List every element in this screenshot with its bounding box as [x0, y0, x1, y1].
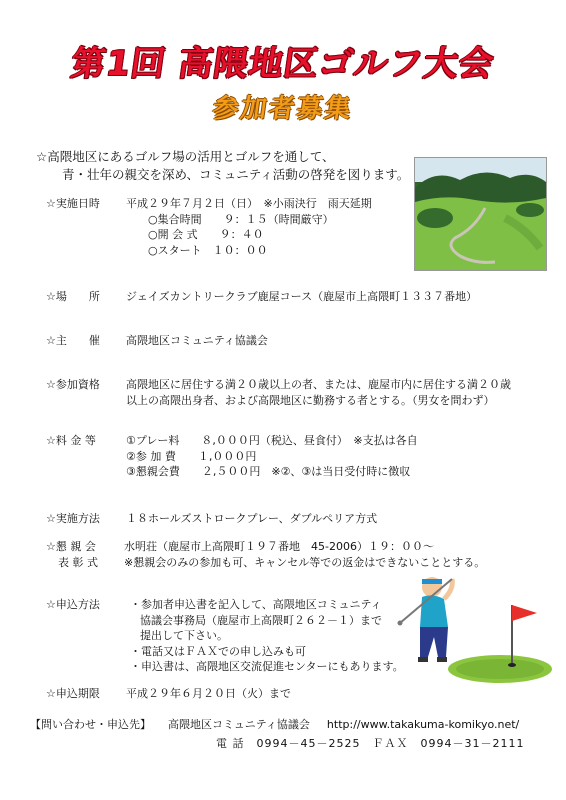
- method-value: １８ホールズストロークプレー、ダブルペリア方式: [126, 512, 378, 525]
- application-line-2: 協議会事務局（鹿屋市上高隈町２６２－１）まで: [140, 613, 382, 627]
- datetime-opening: ○開 会 式 ９：４０: [148, 228, 264, 241]
- deadline-label: ☆申込期限: [46, 687, 100, 700]
- datetime-gather: ○集合時間 ９：１５（時間厳守）: [148, 212, 334, 226]
- footer: [30, 715, 524, 753]
- eligibility-line-2: 以上の高隈出身者、および高隈地区に勤務する者とする。（男女を問わず）: [126, 393, 495, 407]
- application-label: ☆申込方法: [46, 598, 100, 611]
- organizer-label: ☆主 催: [46, 334, 100, 347]
- application-line-3: 提出して下さい。: [140, 629, 228, 642]
- party-label: ☆懇 親 会: [46, 540, 96, 553]
- eligibility-label: ☆参加資格: [46, 378, 100, 391]
- golfer-illustration-graphic: [392, 565, 552, 690]
- page-subtitle: 参加者募集: [210, 94, 355, 124]
- datetime-label: ☆実施日時: [46, 197, 100, 210]
- golf-course-photo-graphic: [415, 158, 546, 270]
- intro-line-2: 青・壮年の親交を深め、コミュニティ活動の啓発を図ります。: [62, 167, 410, 182]
- fees-label: ☆料 金 等: [46, 434, 96, 447]
- golfer-illustration: [392, 565, 552, 690]
- method-label: ☆実施方法: [46, 512, 100, 525]
- deadline-value: 平成２９年６月２０日（火）まで: [126, 687, 291, 700]
- intro-text: [36, 148, 409, 184]
- datetime-start: ○スタート １０：００: [148, 243, 268, 257]
- contact-org: 高隈地区コミュニティ協議会: [168, 718, 310, 731]
- venue-value: ジェイズカントリークラブ鹿屋コース（鹿屋市上高隈町１３３７番地）: [126, 290, 478, 303]
- application-line-4: ・電話又はＦＡＸでの申し込みも可: [130, 644, 306, 658]
- organizer-value: 高隈地区コミュニティ協議会: [126, 334, 268, 347]
- eligibility-line-1: 高隈地区に居住する満２０歳以上の者、または、鹿屋市内に居住する満２０歳: [126, 378, 511, 391]
- party-line-1: 水明荘（鹿屋市上高隈町１９７番地 45-2006）１９：００～: [124, 540, 434, 553]
- contact-label: 【問い合わせ・申込先】: [30, 718, 151, 731]
- datetime-main: 平成２９年７月２日（日） ※小雨決行 雨天延期: [126, 197, 372, 210]
- fees-participation: ②参 加 費 １,０００円: [126, 449, 257, 463]
- contact-url[interactable]: http://www.takakuma-komikyo.net/: [326, 718, 520, 731]
- venue-label: ☆場 所: [46, 290, 100, 303]
- intro-line-1: ☆高隈地区にあるゴルフ場の活用とゴルフを通して、: [36, 149, 335, 164]
- fees-party: ③懇親会費 ２,５００円 ※②、③は当日受付時に徴収: [126, 465, 411, 478]
- page-title: 第1回 高隈地区ゴルフ大会: [68, 44, 497, 84]
- application-line-1: ・参加者申込書を記入して、高隈地区コミュニティ: [130, 598, 382, 611]
- award-label: 表 彰 式: [58, 555, 98, 569]
- contact-phone-fax: 電 話 0994－45－2525 ＦＡＸ 0994－31－2111: [216, 737, 525, 750]
- application-line-5: ・申込書は、高隈地区交流促進センターにもあります。: [130, 660, 404, 673]
- party-line-2: ※懇親会のみの参加も可、キャンセル等での返金はできないこととする。: [124, 555, 486, 569]
- fees-play: ①プレー料 ８,０００円（税込、昼食付） ※支払は各自: [126, 434, 418, 447]
- golf-course-photo: [414, 157, 547, 271]
